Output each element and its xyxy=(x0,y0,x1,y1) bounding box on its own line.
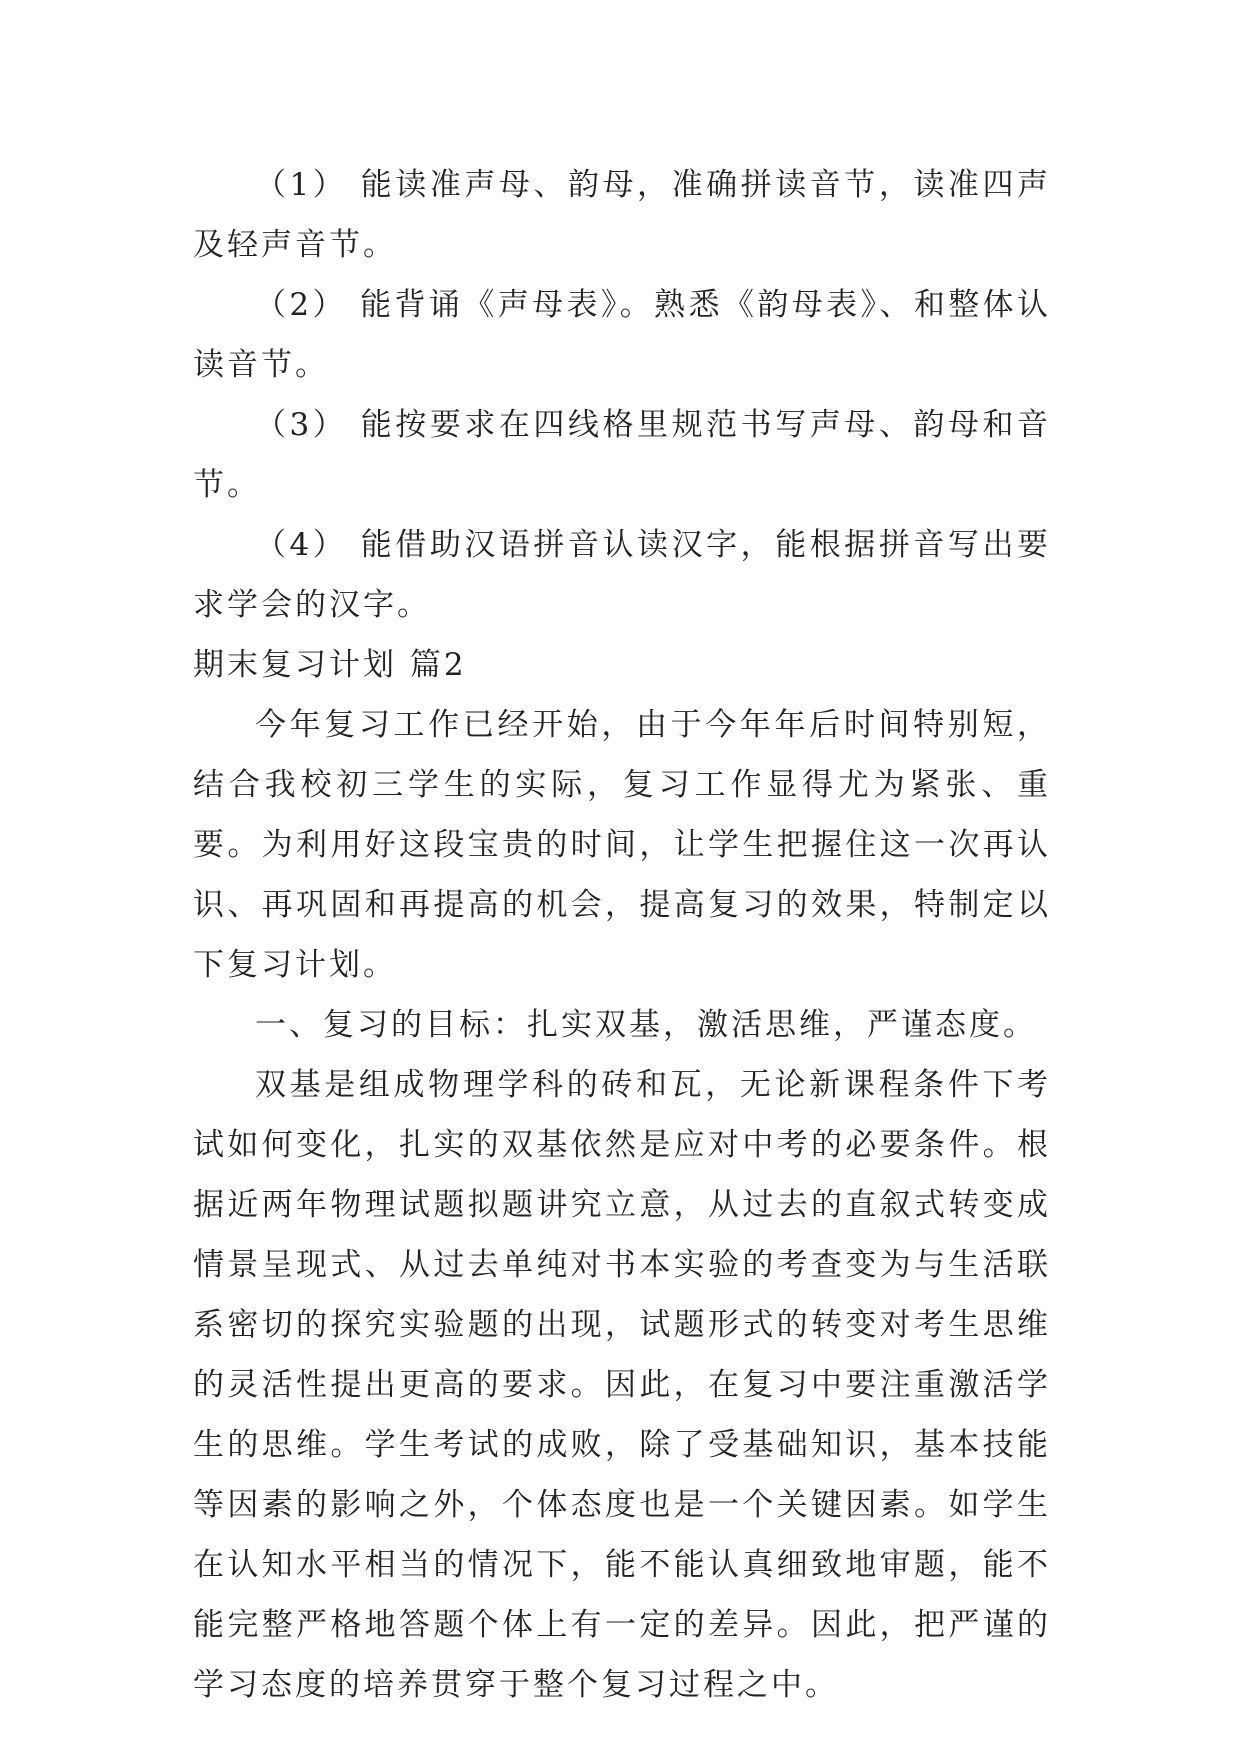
body-paragraph-detail: 双基是组成物理学科的砖和瓦，无论新课程条件下考试如何变化，扎实的双基依然是应对中考的必要条件。根据近两年物理试题拟题讲究立意，从过去的直叙式转变成情景呈现式、从过去单纯对书本实验的考查变为与生活联系密切的探究实验题的出现，试题形式的转变对考生思维的灵活性提出更高的要求。因此，在复习中要注重激活学生的思维。学生考试的成败，除了受基础知识，基本技能等因素的影响之外，个体态度也是一个关键因素。如学生在认知水平相当的情况下，能不能认真细致地审题，能不能完整严格地答题个体上有一定的差异。因此，把严谨的学习态度的培养贯穿于整个复习过程之中。 xyxy=(193,1067,1051,1703)
list-item-4: （4） 能借助汉语拼音认读汉字，能根据拼音写出要求学会的汉字。 xyxy=(193,527,1051,623)
body-paragraph-intro: 今年复习工作已经开始，由于今年年后时间特别短，结合我校初三学生的实际，复习工作显得尤为紧张、重要。为利用好这段宝贵的时间，让学生把握住这一次再认识、再巩固和再提高的机会，提高复习的效果，特制定以下复习计划。 xyxy=(193,707,1051,983)
list-item-2: （2） 能背诵《声母表》。熟悉《韵母表》、和整体认读音节。 xyxy=(193,287,1051,383)
document-page xyxy=(193,155,1051,1715)
section-heading: 期末复习计划 篇2 xyxy=(193,647,467,683)
body-paragraph-goal: 一、复习的目标：扎实双基，激活思维，严谨态度。 xyxy=(255,1007,1037,1043)
list-item-1: （1） 能读准声母、韵母，准确拼读音节，读准四声及轻声音节。 xyxy=(193,167,1051,263)
list-item-3: （3） 能按要求在四线格里规范书写声母、韵母和音节。 xyxy=(193,407,1051,503)
